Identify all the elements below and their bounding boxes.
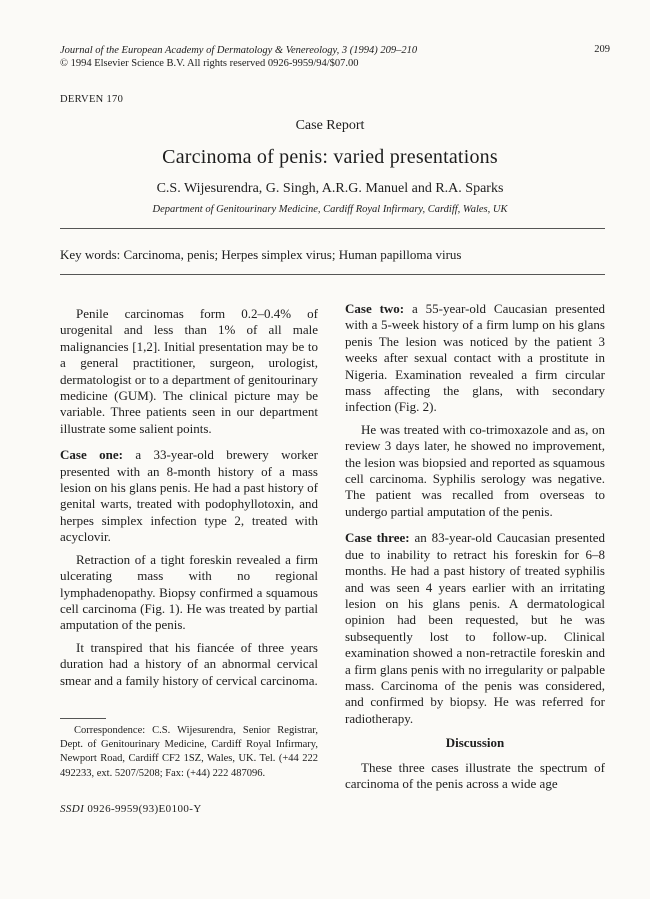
case-two-label: Case two:	[345, 301, 405, 316]
footnote-rule	[60, 718, 106, 719]
case-one-label: Case one:	[60, 447, 123, 463]
divider-top	[60, 228, 605, 229]
journal-citation: Journal of the European Academy of Dermatology & Venereology, 3 (1994) 209–210	[60, 45, 418, 56]
author-list: C.S. Wijesurendra, G. Singh, A.R.G. Manuel and R.A. Sparks	[156, 181, 504, 196]
case-two-paragraph-2: He was treated with co-trimoxazole and as, on review 3 days later, he showed no improvement, the lesion was biopsied and reported as squamous cell carcinoma. Syphilis serology was negative. The patient was recalled from overseas to undergo partial amputation of the penis.	[345, 421, 605, 519]
intro-paragraph: Penile carcinomas form 0.2–0.4% of urogenital and less than 1% of all male malignancies [1,2]. Initial presentation may be to a general practitioner, surgeon, urologist, dermatologist or to a department of genitourinary medicine (GUM). The clinical picture may be variable. Three patients seen in our department illustrate some salient points.	[60, 306, 318, 436]
case-three-paragraph	[345, 530, 605, 727]
case-three-label: Case three:	[345, 530, 410, 546]
case-one-paragraph	[60, 447, 318, 545]
page-number: 209	[594, 44, 610, 55]
running-header	[60, 44, 580, 70]
ssdi-label: SSDI	[60, 803, 85, 815]
discussion-heading: Discussion	[445, 735, 505, 751]
case-two-text: a 55-year-old Caucasian presented with a 5-week history of a firm lump on his glans penis The lesion was noticed by the patient 3 weeks after sexual contact with a prostitute in Nigeria. Examination revealed a firm circular mass affecting the glans, with secondary infection (Fig. 2).	[345, 301, 605, 415]
article-title: Carcinoma of penis: varied presentations	[162, 146, 498, 168]
correspondence-text: Correspondence: C.S. Wijesurendra, Senior Registrar, Dept. of Genitourinary Medicine, Cardiff Royal Infirmary, Newport Road, Cardiff CF2 1SZ, Wales, UK. Tel. (+44 222 492233, ext. 5207/5208; Fax: (+44) 222 487096.	[60, 725, 318, 779]
ssdi-code: 0926-9959(93)E0100-Y	[84, 803, 202, 815]
discussion-paragraph: These three cases illustrate the spectrum of carcinoma of the penis across a wide age	[345, 759, 605, 791]
article-code: DERVEN 170	[60, 94, 124, 105]
divider-bottom	[60, 274, 605, 275]
article-type: Case Report	[295, 118, 365, 133]
column-right	[345, 301, 605, 798]
ssdi-line	[60, 803, 202, 815]
copyright-line: © 1994 Elsevier Science B.V. All rights reserved 0926-9959/94/$07.00	[60, 58, 359, 69]
case-one-paragraph-2: Retraction of a tight foreskin revealed a firm ulcerating mass with no regional lymphadenopathy. Biopsy confirmed a squamous cell carcinoma (Fig. 1). He was treated by partial amputation of the penis.	[60, 551, 318, 633]
correspondence-footnote	[60, 724, 318, 781]
case-one-paragraph-3: It transpired that his fiancée of three years duration had a history of an abnormal cervical smear and a family history of cervical carcinoma.	[60, 639, 318, 688]
case-one-text: a 33-year-old brewery worker presented with an 8-month history of a mass lesion on his glans penis. He had a past history of genital warts, treated with podophyllotoxin, and herpes simplex infection type 2, treated with acyclovir.	[60, 447, 319, 545]
column-left	[60, 306, 318, 695]
case-two-paragraph	[345, 301, 605, 416]
case-three-text: an 83-year-old Caucasian presented due to inability to retract his foreskin for 6–8 months. He had a past history of treated syphilis and was seen 4 years earlier with an irritating lesion on his glans penis. A dermatological opinion had been requested, but he was subsequently lost to follow-up. Clinical examination showed a non-retractile foreskin and a firm glans penis with no irregularity or palpable mass. Carcinoma of the penis was considered, and confirmed by biopsy. He was referred for radiotherapy.	[345, 530, 605, 726]
author-affiliation: Department of Genitourinary Medicine, Cardiff Royal Infirmary, Cardiff, Wales, UK	[152, 204, 508, 215]
keywords: Key words: Carcinoma, penis; Herpes simplex virus; Human papilloma virus	[60, 247, 462, 262]
